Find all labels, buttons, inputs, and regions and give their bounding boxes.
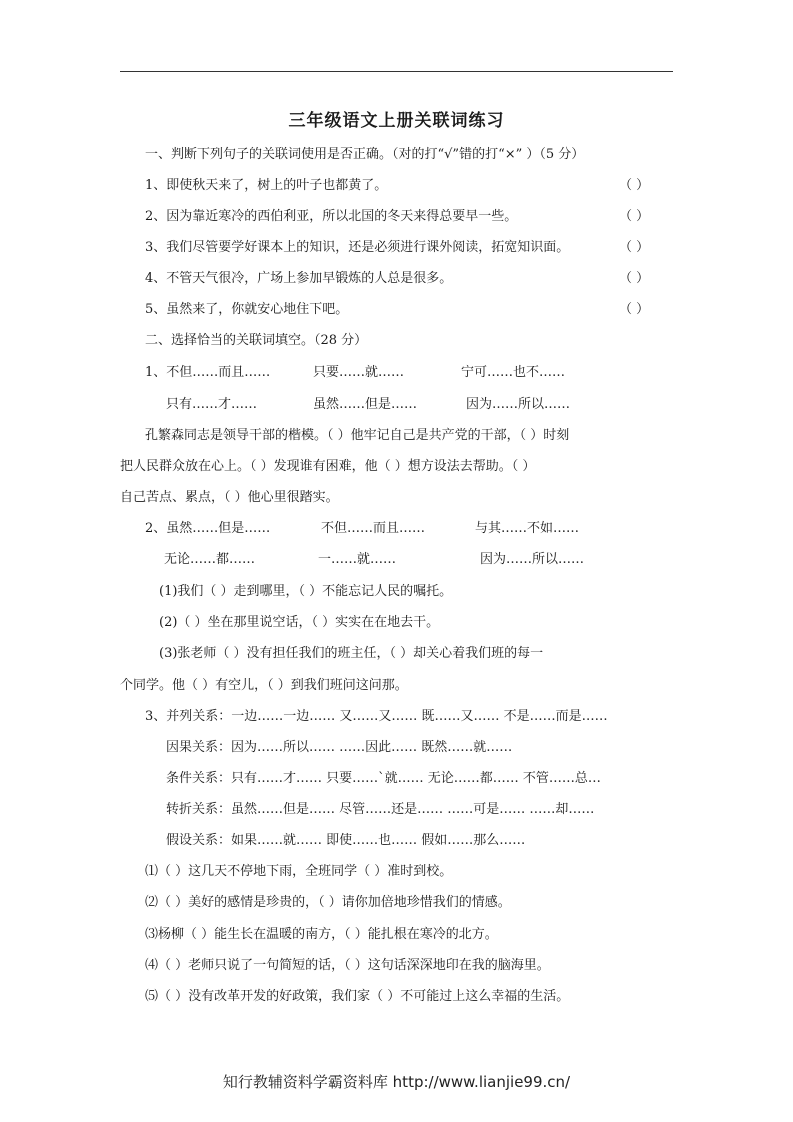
q3-sentence-5: ⑸（ ）没有改革开发的好政策，我们家（ ）不可能过上这么幸福的生活。 — [145, 989, 570, 1004]
q2-sentence-1: (1)我们（ ）走到哪里，（ ）不能忘记人民的嘱托。 — [159, 584, 453, 599]
q3-sentence-2: ⑵（ ）美好的感情是珍贵的，（ ）请你加倍地珍惜我们的情感。 — [145, 895, 511, 910]
judge-item-1: 1、即使秋天来了，树上的叶子也都黄了。 — [145, 178, 388, 193]
judge-item-3: 3、我们尽管要学好课本上的知识，还是必须进行课外阅读，拓宽知识面。 — [145, 240, 570, 255]
relation-cause: 因果关系：因为……所以…… ……因此…… 既然……就…… — [166, 740, 513, 755]
q1-paragraph-line: 孔繁森同志是领导干部的楷模。（ ）他牢记自己是共产党的干部，（ ）时刻 — [145, 428, 570, 443]
q1-option: 虽然……但是…… — [313, 397, 418, 412]
section1-heading: 一、判断下列句子的关联词使用是否正确。（对的打“√”错的打“×” ）（5 分） — [145, 147, 585, 162]
q2-option: 2、虽然……但是…… — [145, 521, 271, 536]
judge-answer-paren-5[interactable]: （ ） — [619, 302, 650, 317]
relation-parallel: 3、并列关系：一边……一边…… 又……又…… 既……又…… 不是……而是…… — [145, 709, 608, 724]
q2-option: 与其……不如…… — [475, 521, 580, 536]
relation-turn: 转折关系：虽然……但是…… 尽管……还是…… ……可是…… ……却…… — [166, 802, 595, 817]
judge-item-5: 5、虽然来了，你就安心地住下吧。 — [145, 302, 349, 317]
judge-item-2: 2、因为靠近寒冷的西伯利亚，所以北国的冬天来得总要早一些。 — [145, 209, 518, 224]
q1-option: 因为……所以…… — [466, 397, 571, 412]
footer-watermark: 知行教辅资料学霸资料库 http://www.lianjie99.cn/ — [222, 1073, 571, 1091]
q1-option: 1、不但……而且…… — [145, 365, 271, 380]
q2-option: 一……就…… — [318, 552, 397, 567]
q2-sentence-2: (2)（ ）坐在那里说空话，（ ）实实在在地去干。 — [159, 615, 440, 630]
section2-heading: 二、选择恰当的关联词填空。（28 分） — [145, 333, 368, 348]
judge-answer-paren-4[interactable]: （ ） — [619, 271, 650, 286]
q2-sentence-3: (3)张老师（ ）没有担任我们的班主任，（ ）却关心着我们班的每一 — [159, 646, 544, 661]
q2-option: 因为……所以…… — [480, 552, 585, 567]
q2-sentence-3-cont: 个同学。他（ ）有空儿，（ ）到我们班问这问那。 — [120, 678, 408, 693]
q2-option: 不但……而且…… — [321, 521, 426, 536]
judge-answer-paren-3[interactable]: （ ） — [619, 240, 650, 255]
q3-sentence-1: ⑴（ ）这几天不停地下雨，全班同学（ ）准时到校。 — [145, 864, 453, 879]
q2-option: 无论……都…… — [164, 552, 256, 567]
relation-condition: 条件关系：只有……才…… 只要……`就…… 无论……都…… 不管……总… — [166, 771, 601, 786]
q1-option: 宁可……也不…… — [461, 365, 566, 380]
judge-item-4: 4、不管天气很冷，广场上参加早锻炼的人总是很多。 — [145, 271, 453, 286]
q3-sentence-3: ⑶杨柳（ ）能生长在温暖的南方，（ ）能扎根在寒冷的北方。 — [145, 927, 498, 942]
q1-option: 只有……才…… — [166, 397, 258, 412]
q1-option: 只要……就…… — [313, 365, 405, 380]
header-rule — [120, 71, 673, 72]
judge-answer-paren-2[interactable]: （ ） — [619, 209, 650, 224]
page-title: 三年级语文上册关联词练习 — [288, 111, 505, 131]
q3-sentence-4: ⑷（ ）老师只说了一句简短的话，（ ）这句话深深地印在我的脑海里。 — [145, 958, 550, 973]
judge-answer-paren-1[interactable]: （ ） — [619, 178, 650, 193]
q1-paragraph-line: 自己苦点、累点，（ ）他心里很踏实。 — [120, 490, 339, 505]
relation-hypothesis: 假设关系：如果……就…… 即使……也…… 假如……那么…… — [166, 833, 526, 848]
q1-paragraph-line: 把人民群众放在心上。（ ）发现谁有困难，他（ ）想方设法去帮助。（ ） — [120, 459, 536, 474]
